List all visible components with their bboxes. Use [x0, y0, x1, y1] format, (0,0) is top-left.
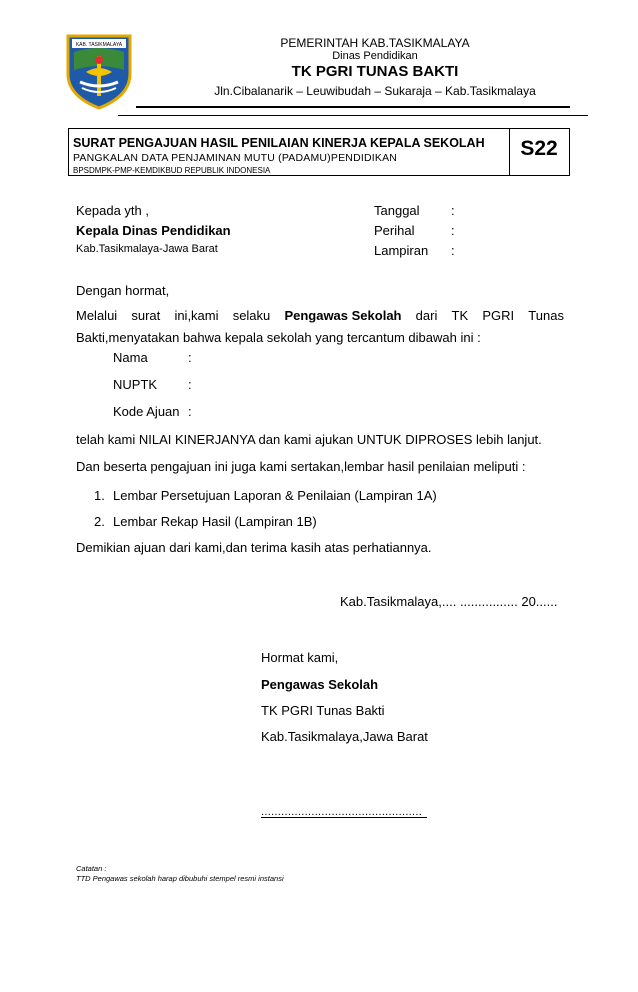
date-colon: : — [451, 203, 455, 218]
government-name: PEMERINTAH KAB.TASIKMALAYA — [280, 36, 470, 50]
attachment-number: 2. — [94, 514, 105, 529]
field-code-colon: : — [188, 404, 192, 419]
recipient-location: Kab.Tasikmalaya-Jawa Barat — [76, 243, 218, 255]
recipient-title: Kepala Dinas Pendidikan — [76, 223, 231, 238]
attachment-number: 1. — [94, 488, 105, 503]
intro-word: selaku — [232, 308, 271, 323]
form-title: SURAT PENGAJUAN HASIL PENILAIAN KINERJA KEPALA SEKOLAH — [73, 136, 485, 150]
department-name: Dinas Pendidikan — [332, 50, 418, 62]
letterhead-rule-thin — [118, 115, 588, 116]
recipient-greeting: Kepada yth , — [76, 203, 149, 218]
signer-role: Pengawas Sekolah — [261, 677, 379, 692]
subject-colon: : — [451, 223, 455, 238]
intro-paragraph — [76, 305, 564, 349]
attachment-item: Lembar Persetujuan Laporan & Penilaian (Lampiran 1A) — [113, 488, 437, 503]
signer-location: Kab.Tasikmalaya,Jawa Barat — [261, 729, 428, 744]
salutation: Dengan hormat, — [76, 283, 170, 298]
field-nuptk-label: NUPTK — [113, 377, 158, 392]
school-address: Jln.Cibalanarik – Leuwibudah – Sukaraja – Kab.Tasikmalaya — [214, 84, 536, 98]
intro-role-bold: Pengawas Sekolah — [284, 308, 402, 323]
attachments-intro: Dan beserta pengajuan ini juga kami sertakan,lembar hasil penilaian meliputi : — [76, 459, 526, 474]
signature-name-line: ................................................ — [261, 806, 423, 818]
attachment-colon: : — [451, 243, 455, 258]
signer-institution: TK PGRI Tunas Bakti — [261, 703, 385, 718]
signature-underline — [261, 816, 427, 818]
attachment-item: Lembar Rekap Hasil (Lampiran 1B) — [113, 514, 317, 529]
field-name-colon: : — [188, 350, 192, 365]
regards: Hormat kami, — [261, 650, 339, 665]
intro-word: Melalui — [76, 308, 118, 323]
intro-word: ini,kami — [174, 308, 219, 323]
assessment-statement: telah kami NILAI KINERJANYA dan kami ajukan UNTUK DIPROSES lebih lanjut. — [76, 432, 542, 447]
intro-line-1 — [76, 305, 564, 327]
attachment-label: Lampiran — [374, 243, 429, 258]
intro-word: surat — [131, 308, 161, 323]
intro-word: TK — [451, 308, 469, 323]
form-subtitle: PANGKALAN DATA PENJAMINAN MUTU (PADAMU)PENDIDIKAN — [73, 152, 398, 164]
field-code-label: Kode Ajuan — [113, 404, 180, 419]
form-organization: BPSDMPK-PMP-KEMDIKBUD REPUBLIK INDONESIA — [73, 166, 271, 175]
field-nuptk-colon: : — [188, 377, 192, 392]
letterhead-rule — [136, 106, 570, 108]
form-code: S22 — [520, 137, 558, 160]
intro-word: Tunas — [528, 308, 564, 323]
field-name-label: Nama — [113, 350, 148, 365]
form-title-box — [68, 128, 570, 176]
intro-line-2: Bakti,menyatakan bahwa kepala sekolah yang tercantum dibawah ini : — [76, 330, 481, 345]
intro-word: dari — [415, 308, 438, 323]
date-label: Tanggal — [374, 203, 420, 218]
school-name: TK PGRI TUNAS BAKTI — [291, 63, 459, 80]
subject-label: Perihal — [374, 223, 415, 238]
place-date: Kab.Tasikmalaya,.... ................ 20...... — [340, 594, 558, 609]
form-title-cell — [69, 129, 510, 175]
closing-sentence: Demikian ajuan dari kami,dan terima kasih atas perhatiannya. — [76, 540, 432, 555]
emblem-text: KAB. TASIKMALAYA — [75, 42, 123, 48]
note-label: Catatan : — [76, 864, 107, 873]
regency-emblem — [64, 30, 134, 110]
note-text: TTD Pengawas sekolah harap dibubuhi stempel resmi instansi — [76, 874, 284, 883]
intro-word: PGRI — [482, 308, 515, 323]
